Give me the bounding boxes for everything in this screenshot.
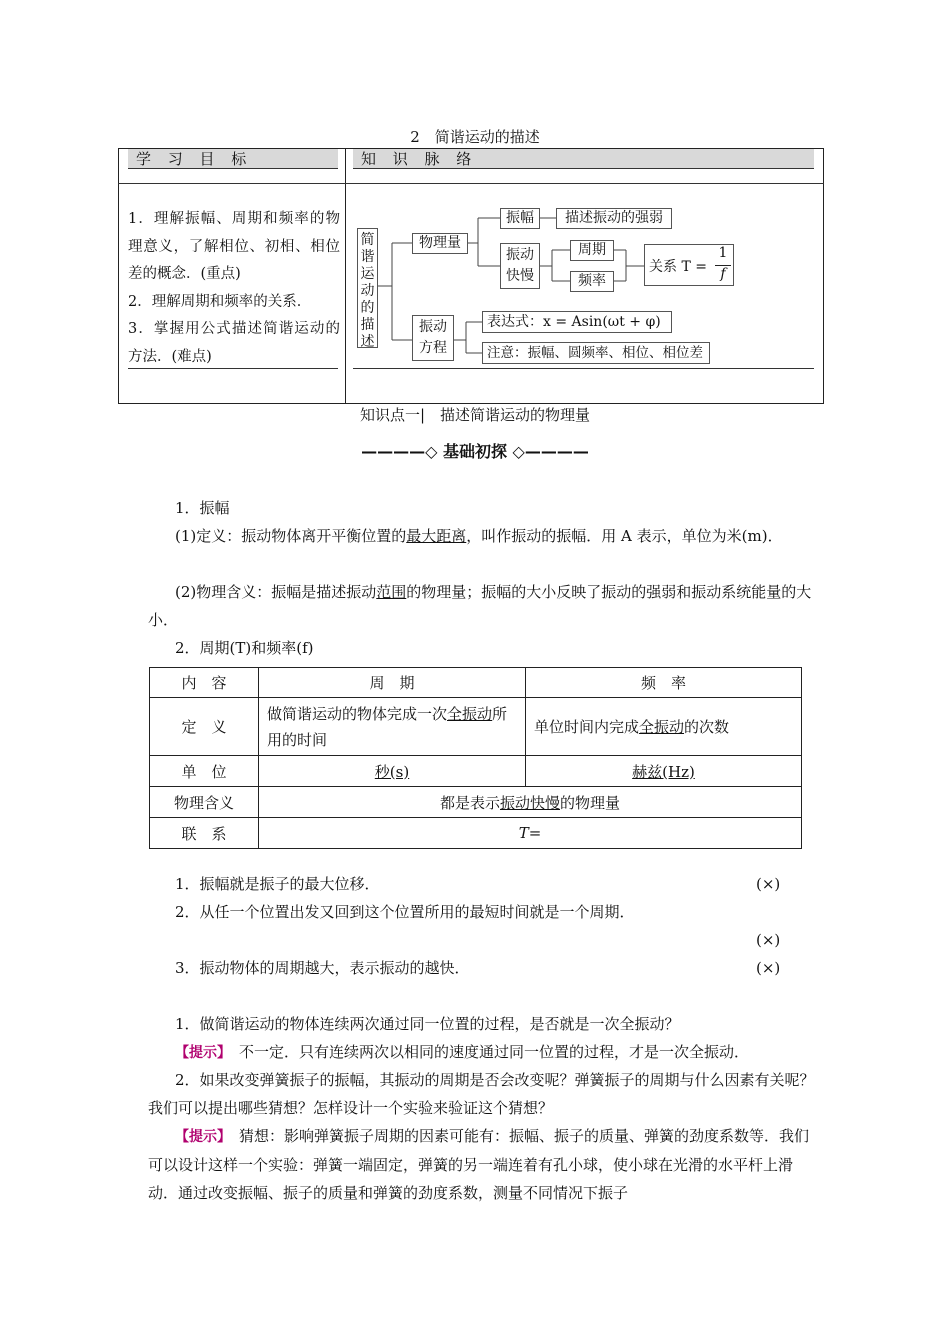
table-row-label: 物理含义: [150, 787, 259, 818]
goal-item: 1．理解振幅、周期和频率的物理意义，了解相位、初相、相位差的概念．(重点): [128, 211, 340, 282]
relation-label: 关系 T =: [649, 259, 707, 275]
mindmap-expression: 表达式：x = Asin(ωt + φ): [482, 311, 672, 333]
relation-numerator: 1: [718, 245, 728, 261]
tip-label: 【提示】: [175, 1129, 224, 1145]
mindmap-equation: 振动方程: [412, 315, 454, 361]
goal-item: 2．理解周期和频率的关系．: [128, 293, 312, 310]
tip-label: 【提示】: [175, 1045, 224, 1061]
heading-period-frequency: 2．周期(T)和频率(f): [175, 639, 314, 657]
page-title: 2 简谐运动的描述: [410, 128, 540, 146]
map-heading: 知 识 脉 络: [353, 149, 814, 169]
mindmap-note: 注意：振幅、圆频率、相位、相位差: [482, 342, 710, 364]
mindmap-amplitude: 振幅: [500, 208, 540, 229]
mindmap-physics-qty: 物理量: [412, 233, 468, 254]
underlined-term: 范围: [376, 583, 407, 601]
table-header: 内 容: [150, 668, 259, 698]
mindmap-period: 周期: [570, 240, 614, 261]
goals-heading: 学 习 目 标: [128, 149, 338, 169]
table-cell: 赫兹(Hz): [526, 756, 802, 787]
table-row-label: 单 位: [150, 756, 259, 787]
table-cell: 都是表示振动快慢的物理量: [259, 787, 802, 818]
relation-denominator: f: [720, 266, 726, 282]
section-banner: ————◇ 基础初探 ◇————: [361, 442, 589, 461]
answer: 【提示】 猜想：影响弹簧振子周期的因素可能有：振幅、振子的质量、弹簧的劲度系数等．我们可以设计这样一个实验：弹簧一端固定，弹簧的另一端连着有孔小球，使小球在光滑的水平杆上滑动．通过改变振幅、振子的质量和弹簧的劲度系数，测量不同情况下振子: [148, 1127, 810, 1202]
mindmap-speed: 振动快慢: [500, 243, 540, 289]
table-cell: 单位时间内完成全振动的次数: [526, 698, 802, 756]
mindmap-relation: [644, 244, 734, 286]
mindmap-frequency: 频率: [570, 271, 614, 292]
table-cell: 秒(s): [259, 756, 526, 787]
amplitude-definition: (1)定义：振动物体离开平衡位置的最大距离，叫作振动的振幅．用 A 表示，单位为米(m)．: [175, 527, 783, 545]
judge-mark: (×): [756, 931, 781, 949]
amplitude-meaning: (2)物理含义：振幅是描述振动范围的物理量；振幅的大小反映了振动的强弱和振动系统能量的大小．: [148, 583, 812, 629]
question: 1．做简谐运动的物体连续两次通过同一位置的过程，是否就是一次全振动？: [175, 1015, 680, 1033]
table-header: 周 期: [259, 668, 526, 698]
table-cell: T=: [259, 818, 802, 849]
table-row-label: 联 系: [150, 818, 259, 849]
question: 2．如果改变弹簧振子的振幅，其振动的周期是否会改变呢？弹簧振子的周期与什么因素有关呢？我们可以提出哪些猜想？怎样设计一个实验来验证这个猜想？: [148, 1071, 815, 1117]
judge-item: 1．振幅就是振子的最大位移．: [175, 875, 380, 893]
heading-amplitude: 1．振幅: [175, 499, 230, 517]
table-header: 频 率: [526, 668, 802, 698]
goal-item: 3．掌握用公式描述简谐运动的方法．(难点): [128, 321, 340, 365]
mindmap-root: 简谐运动的描述: [357, 228, 378, 348]
judge-item: 2．从任一个位置出发又回到这个位置所用的最短时间就是一个周期．: [175, 903, 635, 921]
judge-item: 3．振动物体的周期越大，表示振动的越快．: [175, 959, 470, 977]
mindmap-amplitude-desc: 描述振动的强弱: [556, 208, 672, 229]
judge-mark: (×): [756, 875, 781, 893]
underlined-term: 最大距离: [406, 527, 467, 545]
table-cell: 做简谐运动的物体完成一次全振动所用的时间: [259, 698, 526, 756]
judge-mark: (×): [756, 959, 781, 977]
period-frequency-table: [149, 667, 802, 849]
answer: 【提示】 不一定．只有连续两次以相同的速度通过同一位置的过程，才是一次全振动．: [175, 1043, 750, 1061]
section-title: 知识点一| 描述简谐运动的物理量: [359, 406, 591, 424]
table-row-label: 定 义: [150, 698, 259, 756]
